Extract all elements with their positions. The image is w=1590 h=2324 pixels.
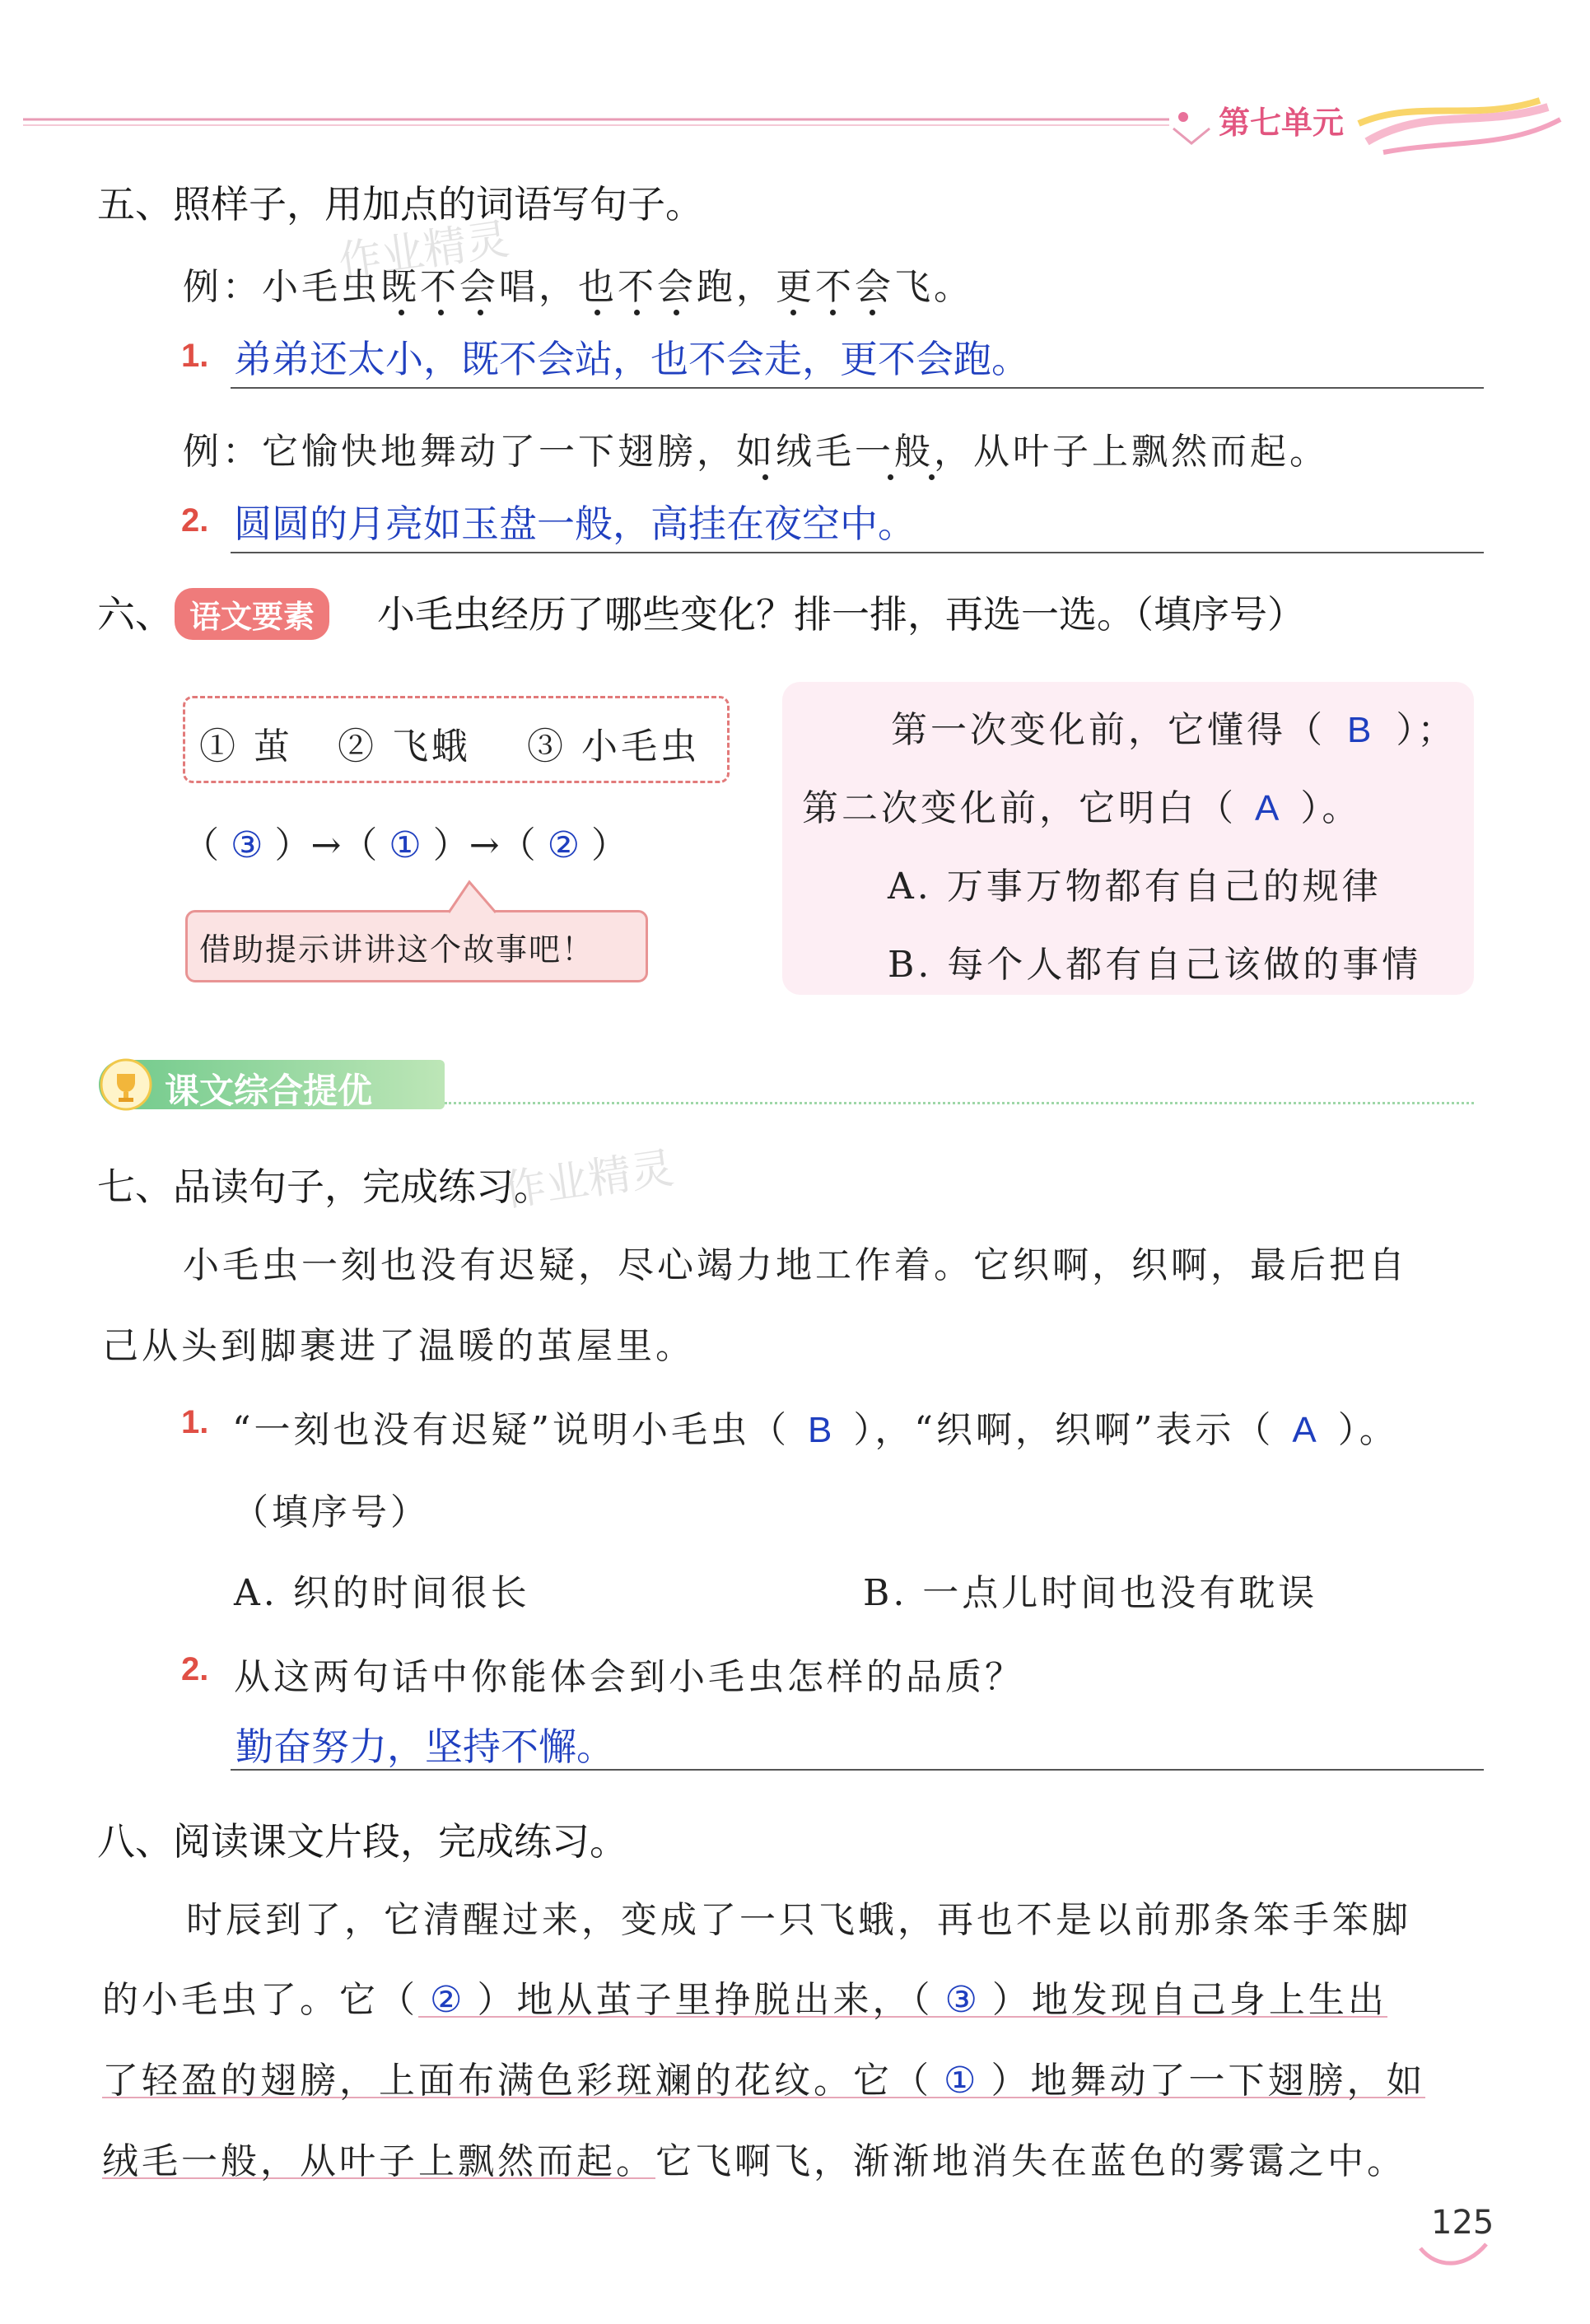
section7-choice-a: A. 织的时间很长 [234, 1572, 530, 1614]
q1-number: 1. [181, 1404, 209, 1440]
page-number: 125 [1431, 2204, 1494, 2242]
section8-title: 八、阅读课文片段，完成练习。 [97, 1819, 627, 1864]
blank-2-answer: ③ [944, 1979, 981, 2021]
order-answer-1: ③ [231, 825, 263, 866]
trophy-icon [99, 1057, 153, 1112]
section8-line1: 时辰到了，它清醒过来，变成了一只飞蛾，再也不是以前那条笨手笨脚 [186, 1899, 1411, 1941]
option-1: ① 茧 [199, 726, 293, 768]
section5-title: 五、照样子，用加点的词语写句子。 [97, 182, 703, 226]
section7-choice-b: B. 一点儿时间也没有耽误 [863, 1572, 1318, 1614]
first-change-answer: B [1347, 710, 1375, 750]
section7-q1: “一刻也没有迟疑”说明小毛虫（ B ），“织啊，织啊”表示（ A ）。 [232, 1409, 1399, 1451]
order-sequence: （ ③ ）→（ ① ）→（ ② ） [183, 824, 628, 866]
section6-prefix: 六、 [97, 592, 173, 637]
option-2: ② 飞蛾 [338, 726, 471, 768]
hint-text: 借助提示讲讲这个故事吧！ [199, 931, 595, 968]
watermark: 作业精灵 [335, 214, 512, 288]
blank-1-answer: ② [430, 1979, 466, 2021]
section8-line4: 绒毛一般，从叶子上飘然而起。它飞啊飞，渐渐地消失在蓝色的雾霭之中。 [102, 2140, 1406, 2182]
section5-example1: 例：小毛虫既不会唱，也不会跑，更不会飞。 [183, 266, 973, 308]
answer-line [231, 387, 1484, 389]
section8-line2: 的小毛虫了。它（ ② ）地从茧子里挣脱出来，（ ③ ）地发现自己身上生出 [102, 1979, 1387, 2021]
section7-q1-note: （填序号） [232, 1491, 430, 1533]
second-change-question: 第二次变化前，它明白（ A ）。 [802, 787, 1362, 829]
section7-q2-answer: 勤奋努力，坚持不懈。 [235, 1725, 614, 1768]
section6-title: 小毛虫经历了哪些变化？排一排，再选一选。（填序号） [377, 592, 1305, 637]
choice-b: B. 每个人都有自己该做的事情 [888, 944, 1422, 986]
section7-passage-line2: 己从头到脚裹进了温暖的茧屋里。 [102, 1325, 695, 1367]
q1-number: 1. [181, 338, 209, 374]
second-change-answer: A [1255, 788, 1283, 828]
banner-title: 课文综合提优 [165, 1071, 373, 1111]
section5-q1-answer: 弟弟还太小，既不会站，也不会走，更不会跑。 [234, 338, 1029, 380]
answer-line [231, 552, 1484, 553]
header-decoration [0, 82, 1590, 156]
order-answer-2: ① [389, 825, 422, 866]
section8-line3: 了轻盈的翅膀，上面布满色彩斑斓的花纹。它（ ① ）地舞动了一下翅膀，如 [102, 2060, 1426, 2102]
unit-label: 第七单元 [1219, 105, 1345, 141]
first-change-question: 第一次变化前，它懂得（ B ）； [891, 709, 1457, 751]
section7-q1-answer1: B [808, 1410, 836, 1450]
option-3: ③ 小毛虫 [527, 726, 700, 768]
banner-dotted-line [445, 1102, 1474, 1104]
section7-q2-question: 从这两句话中你能体会到小毛虫怎样的品质？ [234, 1656, 1024, 1698]
section5-q2-answer: 圆圆的月亮如玉盘一般，高挂在夜空中。 [234, 502, 916, 545]
hint-bubble-tail [445, 880, 502, 914]
answer-line [231, 1769, 1484, 1771]
section7-q1-answer2: A [1292, 1410, 1320, 1450]
q2-number: 2. [181, 502, 209, 539]
blank-3-answer: ① [944, 2060, 980, 2102]
section7-passage-line1: 小毛虫一刻也没有迟疑，尽心竭力地工作着。它织啊，织啊，最后把自 [183, 1244, 1408, 1286]
page-number-swoosh [1416, 2240, 1490, 2273]
badge-yuwen-yaosu: 语文要素 [175, 588, 329, 640]
watermark: 作业精灵 [500, 1143, 677, 1217]
section5-example2: 例：它愉快地舞动了一下翅膀，如绒毛一般，从叶子上飘然而起。 [183, 431, 1329, 473]
order-answer-3: ② [547, 825, 581, 866]
section7-title: 七、品读句子，完成练习。 [97, 1164, 552, 1209]
choice-a: A. 万事万物都有自己的规律 [888, 866, 1382, 908]
q2-number: 2. [181, 1651, 209, 1687]
